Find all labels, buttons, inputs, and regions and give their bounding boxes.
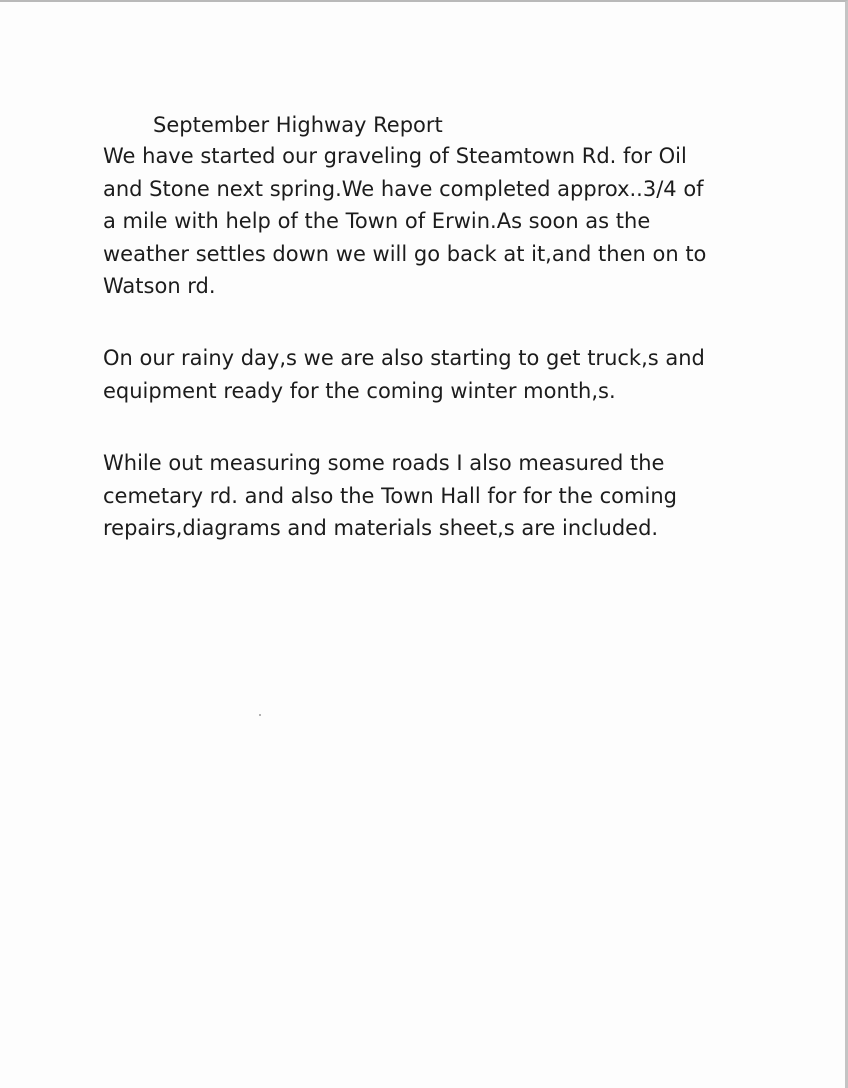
text-line: weather settles down we will go back at it,and then on to bbox=[103, 241, 707, 266]
text-line: repairs,diagrams and materials sheet,s are included. bbox=[103, 516, 659, 540]
text-line: Watson rd. bbox=[103, 274, 216, 298]
document-title: September Highway Report bbox=[153, 113, 443, 137]
paragraph-measurements bbox=[103, 447, 803, 545]
text-line: and Stone next spring.We have completed approx..3/4 of bbox=[103, 176, 704, 201]
text-line: While out measuring some roads I also measured the bbox=[103, 451, 665, 475]
text-line: a mile with help of the Town of Erwin.As soon as the bbox=[103, 209, 651, 233]
paragraph-equipment bbox=[103, 342, 803, 407]
scan-speck bbox=[259, 714, 261, 716]
text-line: We have started our graveling of Steamtown Rd. for Oil bbox=[103, 144, 687, 168]
paragraph-graveling bbox=[103, 140, 803, 303]
text-line: On our rainy day,s we are also starting to get truck,s and bbox=[103, 346, 705, 370]
text-line: equipment ready for the coming winter month,s. bbox=[103, 378, 616, 403]
text-line: cemetary rd. and also the Town Hall for for the coming bbox=[103, 483, 677, 508]
